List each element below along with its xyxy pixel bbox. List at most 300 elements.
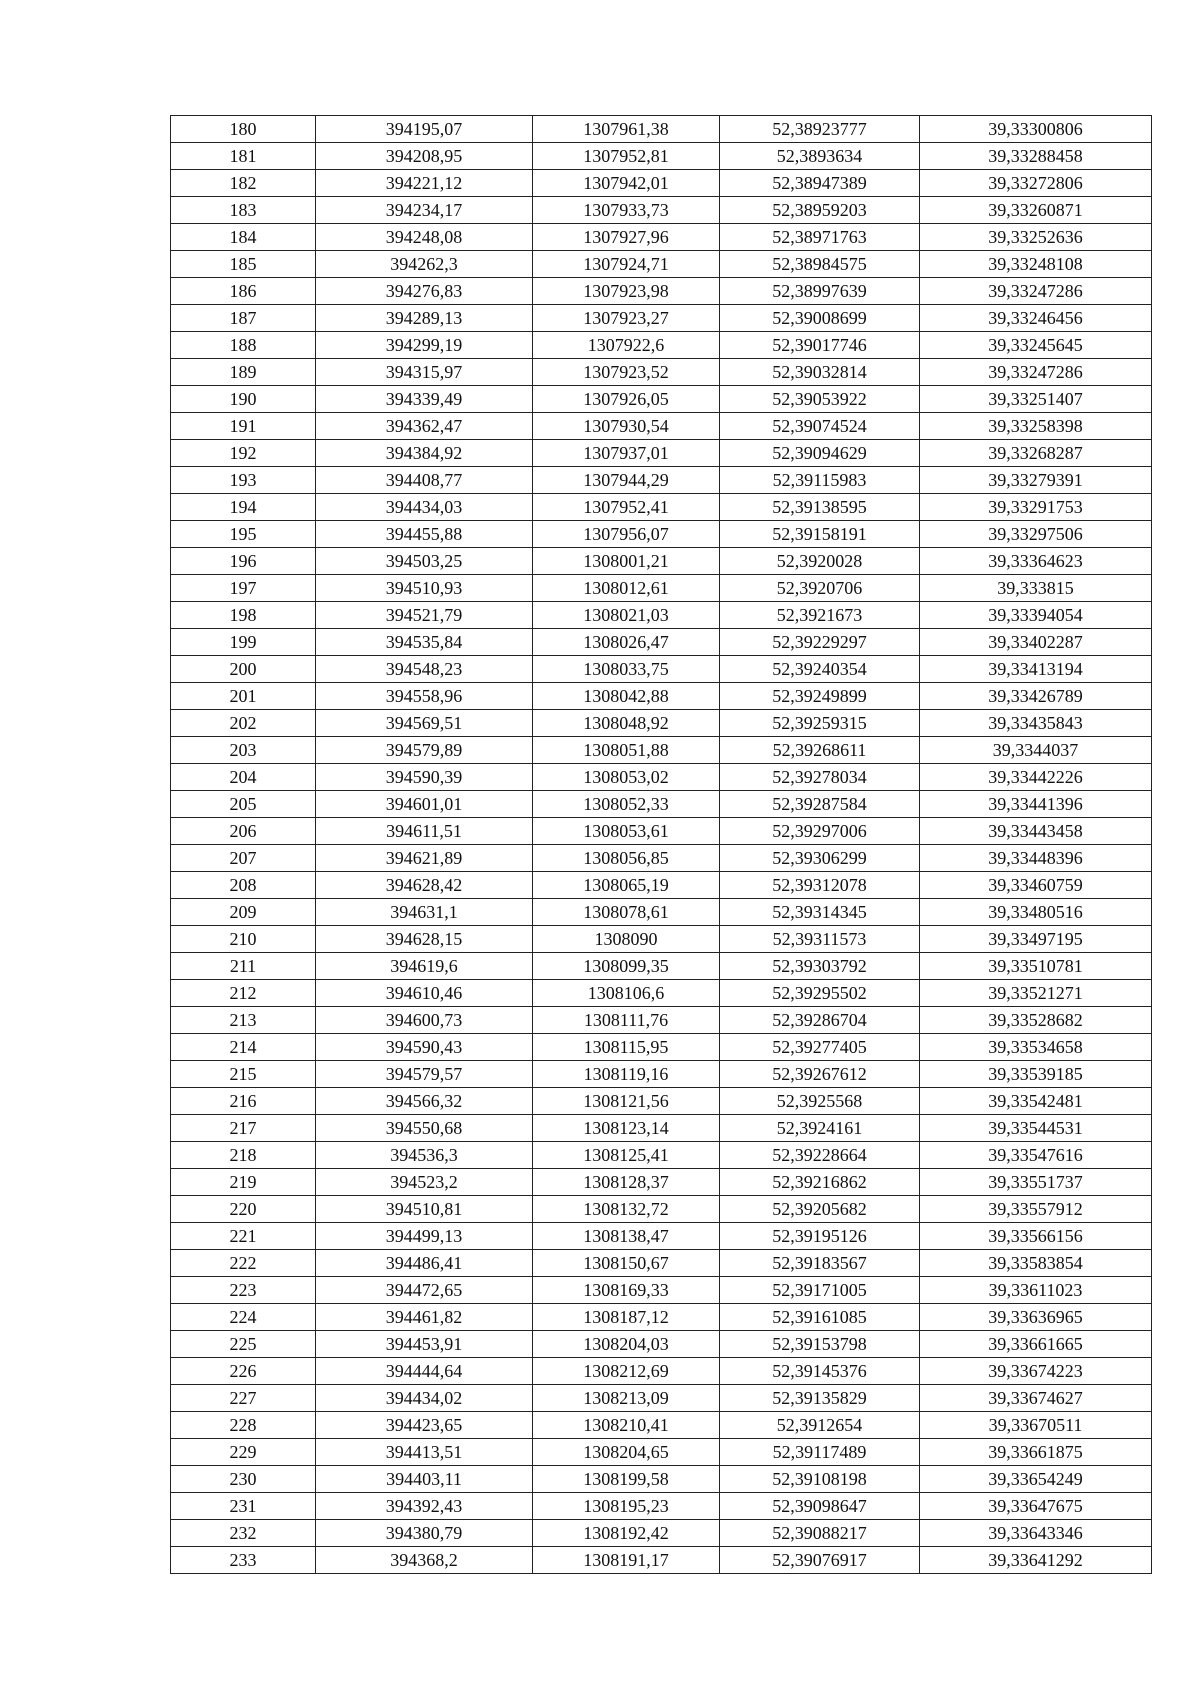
x-coordinate-cell: 394503,25 [316, 548, 533, 575]
longitude-cell: 39,33654249 [920, 1466, 1152, 1493]
latitude-cell: 52,39088217 [720, 1520, 920, 1547]
table-row [171, 359, 1152, 386]
table-row [171, 548, 1152, 575]
table-row [171, 251, 1152, 278]
point-number-cell: 210 [171, 926, 316, 953]
latitude-cell: 52,38971763 [720, 224, 920, 251]
y-coordinate-cell: 1307937,01 [533, 440, 720, 467]
point-number-cell: 224 [171, 1304, 316, 1331]
longitude-cell: 39,33539185 [920, 1061, 1152, 1088]
latitude-cell: 52,39098647 [720, 1493, 920, 1520]
longitude-cell: 39,33288458 [920, 143, 1152, 170]
latitude-cell: 52,39303792 [720, 953, 920, 980]
x-coordinate-cell: 394444,64 [316, 1358, 533, 1385]
point-number-cell: 211 [171, 953, 316, 980]
table-row [171, 1061, 1152, 1088]
longitude-cell: 39,33510781 [920, 953, 1152, 980]
x-coordinate-cell: 394380,79 [316, 1520, 533, 1547]
longitude-cell: 39,33394054 [920, 602, 1152, 629]
table-row [171, 575, 1152, 602]
longitude-cell: 39,33647675 [920, 1493, 1152, 1520]
table-row [171, 656, 1152, 683]
y-coordinate-cell: 1307922,6 [533, 332, 720, 359]
point-number-cell: 200 [171, 656, 316, 683]
y-coordinate-cell: 1308128,37 [533, 1169, 720, 1196]
y-coordinate-cell: 1307942,01 [533, 170, 720, 197]
latitude-cell: 52,39287584 [720, 791, 920, 818]
table-row [171, 1466, 1152, 1493]
point-number-cell: 187 [171, 305, 316, 332]
longitude-cell: 39,33246456 [920, 305, 1152, 332]
longitude-cell: 39,33247286 [920, 278, 1152, 305]
longitude-cell: 39,33413194 [920, 656, 1152, 683]
latitude-cell: 52,3920706 [720, 575, 920, 602]
longitude-cell: 39,33542481 [920, 1088, 1152, 1115]
longitude-cell: 39,33460759 [920, 872, 1152, 899]
longitude-cell: 39,33661665 [920, 1331, 1152, 1358]
longitude-cell: 39,33551737 [920, 1169, 1152, 1196]
y-coordinate-cell: 1308199,58 [533, 1466, 720, 1493]
y-coordinate-cell: 1308138,47 [533, 1223, 720, 1250]
longitude-cell: 39,33426789 [920, 683, 1152, 710]
latitude-cell: 52,39074524 [720, 413, 920, 440]
x-coordinate-cell: 394579,57 [316, 1061, 533, 1088]
x-coordinate-cell: 394601,01 [316, 791, 533, 818]
longitude-cell: 39,33497195 [920, 926, 1152, 953]
latitude-cell: 52,39228664 [720, 1142, 920, 1169]
latitude-cell: 52,39053922 [720, 386, 920, 413]
y-coordinate-cell: 1308065,19 [533, 872, 720, 899]
longitude-cell: 39,33566156 [920, 1223, 1152, 1250]
x-coordinate-cell: 394461,82 [316, 1304, 533, 1331]
table-row [171, 413, 1152, 440]
longitude-cell: 39,33300806 [920, 116, 1152, 143]
x-coordinate-cell: 394548,23 [316, 656, 533, 683]
latitude-cell: 52,38997639 [720, 278, 920, 305]
longitude-cell: 39,33364623 [920, 548, 1152, 575]
table-row [171, 1034, 1152, 1061]
table-row [171, 1331, 1152, 1358]
table-row [171, 953, 1152, 980]
latitude-cell: 52,3920028 [720, 548, 920, 575]
latitude-cell: 52,39259315 [720, 710, 920, 737]
table-row [171, 305, 1152, 332]
point-number-cell: 188 [171, 332, 316, 359]
latitude-cell: 52,39108198 [720, 1466, 920, 1493]
x-coordinate-cell: 394368,2 [316, 1547, 533, 1574]
table-row [171, 845, 1152, 872]
point-number-cell: 216 [171, 1088, 316, 1115]
table-row [171, 683, 1152, 710]
point-number-cell: 208 [171, 872, 316, 899]
table-row [171, 170, 1152, 197]
point-number-cell: 191 [171, 413, 316, 440]
table-row [171, 1169, 1152, 1196]
y-coordinate-cell: 1308187,12 [533, 1304, 720, 1331]
x-coordinate-cell: 394276,83 [316, 278, 533, 305]
x-coordinate-cell: 394510,81 [316, 1196, 533, 1223]
x-coordinate-cell: 394384,92 [316, 440, 533, 467]
table-row [171, 1088, 1152, 1115]
x-coordinate-cell: 394413,51 [316, 1439, 533, 1466]
longitude-cell: 39,33521271 [920, 980, 1152, 1007]
point-number-cell: 180 [171, 116, 316, 143]
point-number-cell: 190 [171, 386, 316, 413]
y-coordinate-cell: 1308078,61 [533, 899, 720, 926]
x-coordinate-cell: 394362,47 [316, 413, 533, 440]
y-coordinate-cell: 1307923,52 [533, 359, 720, 386]
latitude-cell: 52,3924161 [720, 1115, 920, 1142]
y-coordinate-cell: 1308115,95 [533, 1034, 720, 1061]
y-coordinate-cell: 1308056,85 [533, 845, 720, 872]
y-coordinate-cell: 1307923,27 [533, 305, 720, 332]
x-coordinate-cell: 394550,68 [316, 1115, 533, 1142]
longitude-cell: 39,33268287 [920, 440, 1152, 467]
longitude-cell: 39,33643346 [920, 1520, 1152, 1547]
table-row [171, 1493, 1152, 1520]
latitude-cell: 52,39216862 [720, 1169, 920, 1196]
x-coordinate-cell: 394289,13 [316, 305, 533, 332]
longitude-cell: 39,33641292 [920, 1547, 1152, 1574]
longitude-cell: 39,33661875 [920, 1439, 1152, 1466]
latitude-cell: 52,39183567 [720, 1250, 920, 1277]
table-row [171, 602, 1152, 629]
latitude-cell: 52,3912654 [720, 1412, 920, 1439]
x-coordinate-cell: 394221,12 [316, 170, 533, 197]
table-row [171, 1223, 1152, 1250]
point-number-cell: 205 [171, 791, 316, 818]
table-row [171, 1115, 1152, 1142]
table-row [171, 764, 1152, 791]
table-row [171, 710, 1152, 737]
coordinates-table-body [171, 116, 1152, 1574]
y-coordinate-cell: 1308048,92 [533, 710, 720, 737]
y-coordinate-cell: 1308123,14 [533, 1115, 720, 1142]
x-coordinate-cell: 394339,49 [316, 386, 533, 413]
point-number-cell: 217 [171, 1115, 316, 1142]
y-coordinate-cell: 1308204,65 [533, 1439, 720, 1466]
table-row [171, 818, 1152, 845]
point-number-cell: 220 [171, 1196, 316, 1223]
x-coordinate-cell: 394455,88 [316, 521, 533, 548]
point-number-cell: 181 [171, 143, 316, 170]
longitude-cell: 39,33272806 [920, 170, 1152, 197]
x-coordinate-cell: 394453,91 [316, 1331, 533, 1358]
y-coordinate-cell: 1307930,54 [533, 413, 720, 440]
latitude-cell: 52,39295502 [720, 980, 920, 1007]
point-number-cell: 192 [171, 440, 316, 467]
table-row [171, 1385, 1152, 1412]
point-number-cell: 213 [171, 1007, 316, 1034]
longitude-cell: 39,33583854 [920, 1250, 1152, 1277]
latitude-cell: 52,38923777 [720, 116, 920, 143]
y-coordinate-cell: 1308204,03 [533, 1331, 720, 1358]
table-row [171, 980, 1152, 1007]
y-coordinate-cell: 1308042,88 [533, 683, 720, 710]
longitude-cell: 39,33636965 [920, 1304, 1152, 1331]
x-coordinate-cell: 394208,95 [316, 143, 533, 170]
y-coordinate-cell: 1308191,17 [533, 1547, 720, 1574]
point-number-cell: 202 [171, 710, 316, 737]
longitude-cell: 39,3344037 [920, 737, 1152, 764]
x-coordinate-cell: 394628,15 [316, 926, 533, 953]
latitude-cell: 52,39267612 [720, 1061, 920, 1088]
point-number-cell: 227 [171, 1385, 316, 1412]
latitude-cell: 52,39138595 [720, 494, 920, 521]
point-number-cell: 183 [171, 197, 316, 224]
latitude-cell: 52,39311573 [720, 926, 920, 953]
x-coordinate-cell: 394579,89 [316, 737, 533, 764]
y-coordinate-cell: 1308111,76 [533, 1007, 720, 1034]
x-coordinate-cell: 394195,07 [316, 116, 533, 143]
latitude-cell: 52,38959203 [720, 197, 920, 224]
y-coordinate-cell: 1308052,33 [533, 791, 720, 818]
latitude-cell: 52,39306299 [720, 845, 920, 872]
longitude-cell: 39,33251407 [920, 386, 1152, 413]
latitude-cell: 52,39205682 [720, 1196, 920, 1223]
y-coordinate-cell: 1308192,42 [533, 1520, 720, 1547]
table-row [171, 926, 1152, 953]
point-number-cell: 184 [171, 224, 316, 251]
x-coordinate-cell: 394434,02 [316, 1385, 533, 1412]
y-coordinate-cell: 1307924,71 [533, 251, 720, 278]
y-coordinate-cell: 1308099,35 [533, 953, 720, 980]
table-row [171, 143, 1152, 170]
x-coordinate-cell: 394590,43 [316, 1034, 533, 1061]
table-row [171, 197, 1152, 224]
latitude-cell: 52,39314345 [720, 899, 920, 926]
point-number-cell: 195 [171, 521, 316, 548]
longitude-cell: 39,33442226 [920, 764, 1152, 791]
latitude-cell: 52,39277405 [720, 1034, 920, 1061]
point-number-cell: 193 [171, 467, 316, 494]
latitude-cell: 52,39286704 [720, 1007, 920, 1034]
y-coordinate-cell: 1308033,75 [533, 656, 720, 683]
point-number-cell: 226 [171, 1358, 316, 1385]
table-row [171, 1277, 1152, 1304]
x-coordinate-cell: 394610,46 [316, 980, 533, 1007]
y-coordinate-cell: 1308132,72 [533, 1196, 720, 1223]
x-coordinate-cell: 394628,42 [316, 872, 533, 899]
y-coordinate-cell: 1308150,67 [533, 1250, 720, 1277]
latitude-cell: 52,38984575 [720, 251, 920, 278]
x-coordinate-cell: 394619,6 [316, 953, 533, 980]
longitude-cell: 39,33245645 [920, 332, 1152, 359]
latitude-cell: 52,39076917 [720, 1547, 920, 1574]
point-number-cell: 223 [171, 1277, 316, 1304]
point-number-cell: 189 [171, 359, 316, 386]
longitude-cell: 39,33528682 [920, 1007, 1152, 1034]
point-number-cell: 199 [171, 629, 316, 656]
table-row [171, 1358, 1152, 1385]
latitude-cell: 52,38947389 [720, 170, 920, 197]
y-coordinate-cell: 1308213,09 [533, 1385, 720, 1412]
latitude-cell: 52,39161085 [720, 1304, 920, 1331]
table-row [171, 1439, 1152, 1466]
x-coordinate-cell: 394600,73 [316, 1007, 533, 1034]
point-number-cell: 209 [171, 899, 316, 926]
table-row [171, 278, 1152, 305]
table-row [171, 1412, 1152, 1439]
x-coordinate-cell: 394392,43 [316, 1493, 533, 1520]
point-number-cell: 201 [171, 683, 316, 710]
y-coordinate-cell: 1308169,33 [533, 1277, 720, 1304]
table-row [171, 521, 1152, 548]
table-row [171, 737, 1152, 764]
y-coordinate-cell: 1307961,38 [533, 116, 720, 143]
longitude-cell: 39,33547616 [920, 1142, 1152, 1169]
latitude-cell: 52,39017746 [720, 332, 920, 359]
table-row [171, 1007, 1152, 1034]
y-coordinate-cell: 1308001,21 [533, 548, 720, 575]
longitude-cell: 39,33441396 [920, 791, 1152, 818]
point-number-cell: 214 [171, 1034, 316, 1061]
table-row [171, 1304, 1152, 1331]
x-coordinate-cell: 394315,97 [316, 359, 533, 386]
x-coordinate-cell: 394536,3 [316, 1142, 533, 1169]
point-number-cell: 215 [171, 1061, 316, 1088]
y-coordinate-cell: 1307923,98 [533, 278, 720, 305]
table-row [171, 467, 1152, 494]
y-coordinate-cell: 1307952,81 [533, 143, 720, 170]
table-row [171, 872, 1152, 899]
latitude-cell: 52,39145376 [720, 1358, 920, 1385]
longitude-cell: 39,33248108 [920, 251, 1152, 278]
y-coordinate-cell: 1308210,41 [533, 1412, 720, 1439]
x-coordinate-cell: 394621,89 [316, 845, 533, 872]
longitude-cell: 39,33297506 [920, 521, 1152, 548]
latitude-cell: 52,39278034 [720, 764, 920, 791]
y-coordinate-cell: 1308106,6 [533, 980, 720, 1007]
point-number-cell: 221 [171, 1223, 316, 1250]
latitude-cell: 52,39135829 [720, 1385, 920, 1412]
point-number-cell: 219 [171, 1169, 316, 1196]
table-row [171, 1520, 1152, 1547]
latitude-cell: 52,3925568 [720, 1088, 920, 1115]
coordinates-table [170, 115, 1152, 1574]
table-row [171, 440, 1152, 467]
longitude-cell: 39,33258398 [920, 413, 1152, 440]
longitude-cell: 39,33611023 [920, 1277, 1152, 1304]
latitude-cell: 52,3921673 [720, 602, 920, 629]
table-row [171, 1196, 1152, 1223]
point-number-cell: 229 [171, 1439, 316, 1466]
x-coordinate-cell: 394299,19 [316, 332, 533, 359]
longitude-cell: 39,33247286 [920, 359, 1152, 386]
longitude-cell: 39,33448396 [920, 845, 1152, 872]
point-number-cell: 185 [171, 251, 316, 278]
table-row [171, 332, 1152, 359]
table-row [171, 629, 1152, 656]
latitude-cell: 52,39153798 [720, 1331, 920, 1358]
y-coordinate-cell: 1308053,61 [533, 818, 720, 845]
x-coordinate-cell: 394569,51 [316, 710, 533, 737]
longitude-cell: 39,33544531 [920, 1115, 1152, 1142]
y-coordinate-cell: 1307926,05 [533, 386, 720, 413]
latitude-cell: 52,39117489 [720, 1439, 920, 1466]
table-row [171, 1142, 1152, 1169]
x-coordinate-cell: 394590,39 [316, 764, 533, 791]
longitude-cell: 39,33279391 [920, 467, 1152, 494]
latitude-cell: 52,3893634 [720, 143, 920, 170]
x-coordinate-cell: 394234,17 [316, 197, 533, 224]
x-coordinate-cell: 394262,3 [316, 251, 533, 278]
point-number-cell: 203 [171, 737, 316, 764]
point-number-cell: 198 [171, 602, 316, 629]
point-number-cell: 196 [171, 548, 316, 575]
x-coordinate-cell: 394423,65 [316, 1412, 533, 1439]
longitude-cell: 39,33557912 [920, 1196, 1152, 1223]
latitude-cell: 52,39268611 [720, 737, 920, 764]
longitude-cell: 39,33674223 [920, 1358, 1152, 1385]
x-coordinate-cell: 394611,51 [316, 818, 533, 845]
x-coordinate-cell: 394248,08 [316, 224, 533, 251]
x-coordinate-cell: 394510,93 [316, 575, 533, 602]
longitude-cell: 39,33402287 [920, 629, 1152, 656]
y-coordinate-cell: 1308121,56 [533, 1088, 720, 1115]
latitude-cell: 52,39312078 [720, 872, 920, 899]
y-coordinate-cell: 1308026,47 [533, 629, 720, 656]
point-number-cell: 231 [171, 1493, 316, 1520]
x-coordinate-cell: 394558,96 [316, 683, 533, 710]
y-coordinate-cell: 1308090 [533, 926, 720, 953]
y-coordinate-cell: 1308021,03 [533, 602, 720, 629]
y-coordinate-cell: 1307927,96 [533, 224, 720, 251]
table-row [171, 899, 1152, 926]
table-row [171, 116, 1152, 143]
y-coordinate-cell: 1307933,73 [533, 197, 720, 224]
y-coordinate-cell: 1308051,88 [533, 737, 720, 764]
table-row [171, 1250, 1152, 1277]
point-number-cell: 218 [171, 1142, 316, 1169]
longitude-cell: 39,33674627 [920, 1385, 1152, 1412]
latitude-cell: 52,39229297 [720, 629, 920, 656]
x-coordinate-cell: 394472,65 [316, 1277, 533, 1304]
longitude-cell: 39,33291753 [920, 494, 1152, 521]
latitude-cell: 52,39008699 [720, 305, 920, 332]
table-row [171, 494, 1152, 521]
point-number-cell: 204 [171, 764, 316, 791]
y-coordinate-cell: 1307956,07 [533, 521, 720, 548]
y-coordinate-cell: 1307944,29 [533, 467, 720, 494]
latitude-cell: 52,39094629 [720, 440, 920, 467]
x-coordinate-cell: 394631,1 [316, 899, 533, 926]
y-coordinate-cell: 1308053,02 [533, 764, 720, 791]
point-number-cell: 197 [171, 575, 316, 602]
longitude-cell: 39,33260871 [920, 197, 1152, 224]
y-coordinate-cell: 1308212,69 [533, 1358, 720, 1385]
point-number-cell: 233 [171, 1547, 316, 1574]
table-row [171, 1547, 1152, 1574]
table-row [171, 224, 1152, 251]
point-number-cell: 232 [171, 1520, 316, 1547]
longitude-cell: 39,33443458 [920, 818, 1152, 845]
longitude-cell: 39,33534658 [920, 1034, 1152, 1061]
y-coordinate-cell: 1308012,61 [533, 575, 720, 602]
latitude-cell: 52,39240354 [720, 656, 920, 683]
latitude-cell: 52,39249899 [720, 683, 920, 710]
point-number-cell: 186 [171, 278, 316, 305]
latitude-cell: 52,39158191 [720, 521, 920, 548]
y-coordinate-cell: 1308195,23 [533, 1493, 720, 1520]
point-number-cell: 222 [171, 1250, 316, 1277]
x-coordinate-cell: 394566,32 [316, 1088, 533, 1115]
x-coordinate-cell: 394486,41 [316, 1250, 533, 1277]
latitude-cell: 52,39195126 [720, 1223, 920, 1250]
x-coordinate-cell: 394434,03 [316, 494, 533, 521]
longitude-cell: 39,33252636 [920, 224, 1152, 251]
latitude-cell: 52,39297006 [720, 818, 920, 845]
